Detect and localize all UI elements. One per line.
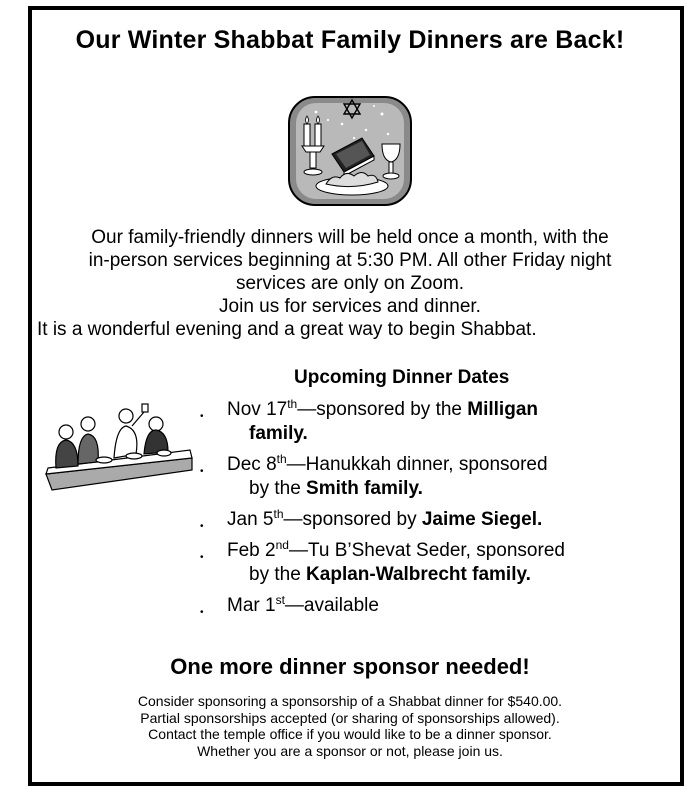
sponsor-line: Whether you are a sponsor or not, please join us. — [197, 742, 503, 759]
item-text: —Hanukkah dinner, sponsored — [286, 454, 548, 475]
intro-line: It is a wonderful evening and a great way to begin Shabbat. — [37, 319, 537, 340]
date: Nov 17 — [227, 399, 288, 420]
bullet: • — [200, 466, 204, 477]
list-item — [200, 398, 660, 446]
sponsor-name: Milligan — [467, 399, 538, 420]
ordinal: th — [287, 397, 298, 411]
sponsor-name-cont: family. — [249, 423, 308, 444]
dates-heading: Upcoming Dinner Dates — [294, 367, 510, 388]
sponsor-details — [0, 693, 700, 759]
ordinal: th — [273, 507, 284, 521]
date: Jan 5 — [227, 509, 274, 530]
sponsor-heading: One more dinner sponsor needed! — [170, 654, 530, 679]
date: Dec 8 — [227, 454, 277, 475]
date: Mar 1 — [227, 595, 276, 616]
intro-line: Join us for services and dinner. — [219, 296, 481, 317]
sponsor-line: Partial sponsorships accepted (or sharing of sponsorships allowed). — [140, 709, 560, 726]
intro-paragraph — [0, 226, 700, 341]
page-title: Our Winter Shabbat Family Dinners are Back! — [75, 26, 625, 54]
bullet: • — [200, 607, 204, 618]
sponsor-name: Jaime Siegel. — [421, 509, 543, 530]
item-text: —available — [284, 595, 379, 616]
list-item — [200, 539, 660, 587]
bullet: • — [200, 411, 204, 422]
list-item — [200, 508, 660, 532]
bullet: • — [200, 521, 204, 532]
list-item — [200, 594, 660, 618]
family-dinner-illustration — [44, 398, 194, 498]
item-text: —Tu B’Shevat Seder, sponsored — [288, 540, 565, 561]
intro-line: services are only on Zoom. — [235, 273, 465, 294]
item-text-cont: by the — [249, 478, 307, 499]
sponsor-name: Smith family. — [306, 478, 423, 499]
ordinal: nd — [275, 538, 289, 552]
ordinal: th — [276, 452, 287, 466]
sponsor-line: Consider sponsoring a sponsorship of a Shabbat dinner for $540.00. — [137, 693, 563, 709]
intro-line: Our family-friendly dinners will be held once a month, with the — [91, 227, 609, 248]
sponsor-name: Kaplan-Walbrecht family. — [306, 564, 531, 585]
ordinal: st — [275, 593, 285, 607]
list-item — [200, 453, 660, 501]
sponsor-line: Contact the temple office if you would like to be a dinner sponsor. — [148, 726, 552, 742]
item-text: —sponsored by the — [297, 399, 468, 420]
dinner-dates-list — [200, 398, 660, 625]
item-text: —sponsored by — [283, 509, 422, 530]
bullet: • — [200, 552, 204, 563]
date: Feb 2 — [227, 540, 276, 561]
shabbat-table-illustration — [286, 94, 414, 208]
item-text-cont: by the — [249, 564, 307, 585]
intro-line: in-person services beginning at 5:30 PM. All other Friday night — [88, 250, 612, 271]
